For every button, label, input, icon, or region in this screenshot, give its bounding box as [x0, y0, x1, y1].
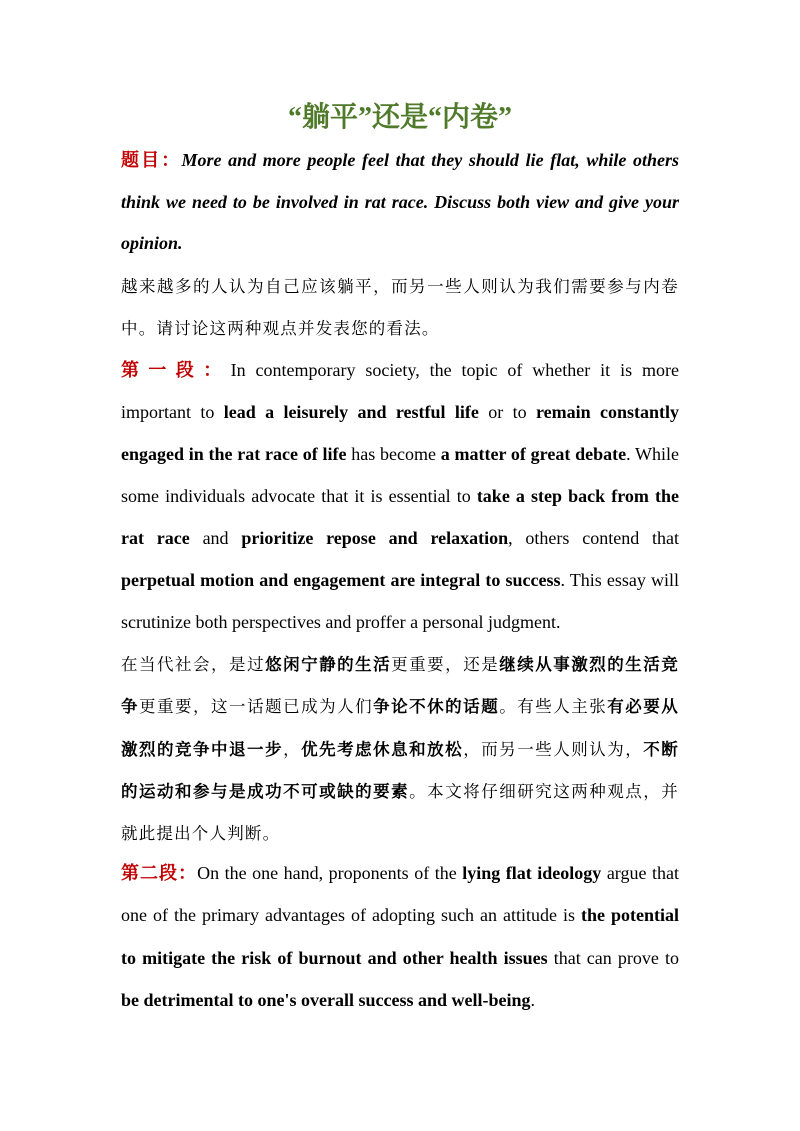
text-run: 。本文将仔细研究这两种观点，并就此提出个人判断。 [121, 781, 680, 844]
text-run: , others contend that [508, 528, 679, 548]
document-title: “躺平”还是“内卷” [287, 102, 512, 133]
emphasis-phrase: the potential to mitigate the risk of burnout and other health issues [121, 905, 680, 968]
emphasis-phrase: prioritize repose and relaxation [241, 528, 509, 548]
text-run: 更重要，还是 [391, 655, 500, 674]
emphasis-phrase: 继续从事激烈的生活竞争 [121, 655, 680, 717]
emphasis-phrase: 优先考虑休息和放松 [301, 739, 464, 759]
question-text: More and more people feel that they should lie flat, while others think we need to be involved in rat race. Discuss both view and give your opinion. [121, 150, 680, 254]
question-block [121, 140, 679, 265]
text-run: 在当代社会，是过 [121, 655, 266, 674]
text-run: . [530, 989, 535, 1010]
text-run: ，而另一些人则认为， [463, 739, 644, 759]
text-run: 更重要，这一话题已成为人们 [139, 697, 374, 717]
emphasis-phrase: take a step back from the rat race [121, 486, 680, 548]
paragraph2-label: 第二段： [121, 863, 198, 883]
question-label: 题目： [121, 150, 182, 170]
emphasis-phrase: 不断的运动和参与是成功不可或缺的要素 [121, 739, 680, 801]
paragraph2-en [121, 852, 679, 1021]
text-run: 。有些人主张 [499, 697, 608, 717]
question-translation: 越来越多的人认为自己应该躺平，而另一些人则认为我们需要参与内卷中。请讨论这两种观点并发表您的看法。 [121, 277, 679, 338]
emphasis-phrase: 悠闲宁静的生活 [265, 655, 392, 674]
paragraph2-en-text [121, 863, 679, 1010]
paragraph1-label: 第一段： [121, 360, 231, 380]
text-run: or to [478, 402, 536, 422]
emphasis-phrase: lying flat ideology [462, 863, 602, 883]
text-run: argue that one of the primary advantages of adopting such an attitude is [121, 863, 679, 926]
text-run: that can prove to [547, 947, 679, 968]
emphasis-phrase: lead a leisurely and restful life [223, 402, 479, 422]
text-run: has become [346, 444, 441, 464]
emphasis-phrase: 争论不休的话题 [373, 697, 500, 717]
emphasis-phrase: a matter of great debate [440, 444, 627, 464]
text-run: and [189, 528, 242, 548]
emphasis-phrase: 有必要从激烈的竞争中退一步 [121, 697, 679, 759]
text-run: ， [283, 739, 302, 759]
paragraph1-en-text [121, 360, 679, 632]
emphasis-phrase: be detrimental to one's overall success and well-being [121, 989, 531, 1010]
text-run: On the one hand, proponents of the [197, 863, 463, 883]
text-run: . While some individuals advocate that it is essential to [121, 444, 680, 506]
emphasis-phrase: perpetual motion and engagement are integral to success [121, 570, 561, 590]
paragraph1-en [121, 349, 679, 643]
text-run: . This essay will scrutinize both perspectives and proffer a personal judgment. [121, 570, 679, 632]
paragraph1-cn [121, 644, 679, 855]
text-run: In contemporary society, the topic of whether it is more important to [121, 360, 679, 422]
emphasis-phrase: remain constantly engaged in the rat race of life [121, 402, 679, 464]
